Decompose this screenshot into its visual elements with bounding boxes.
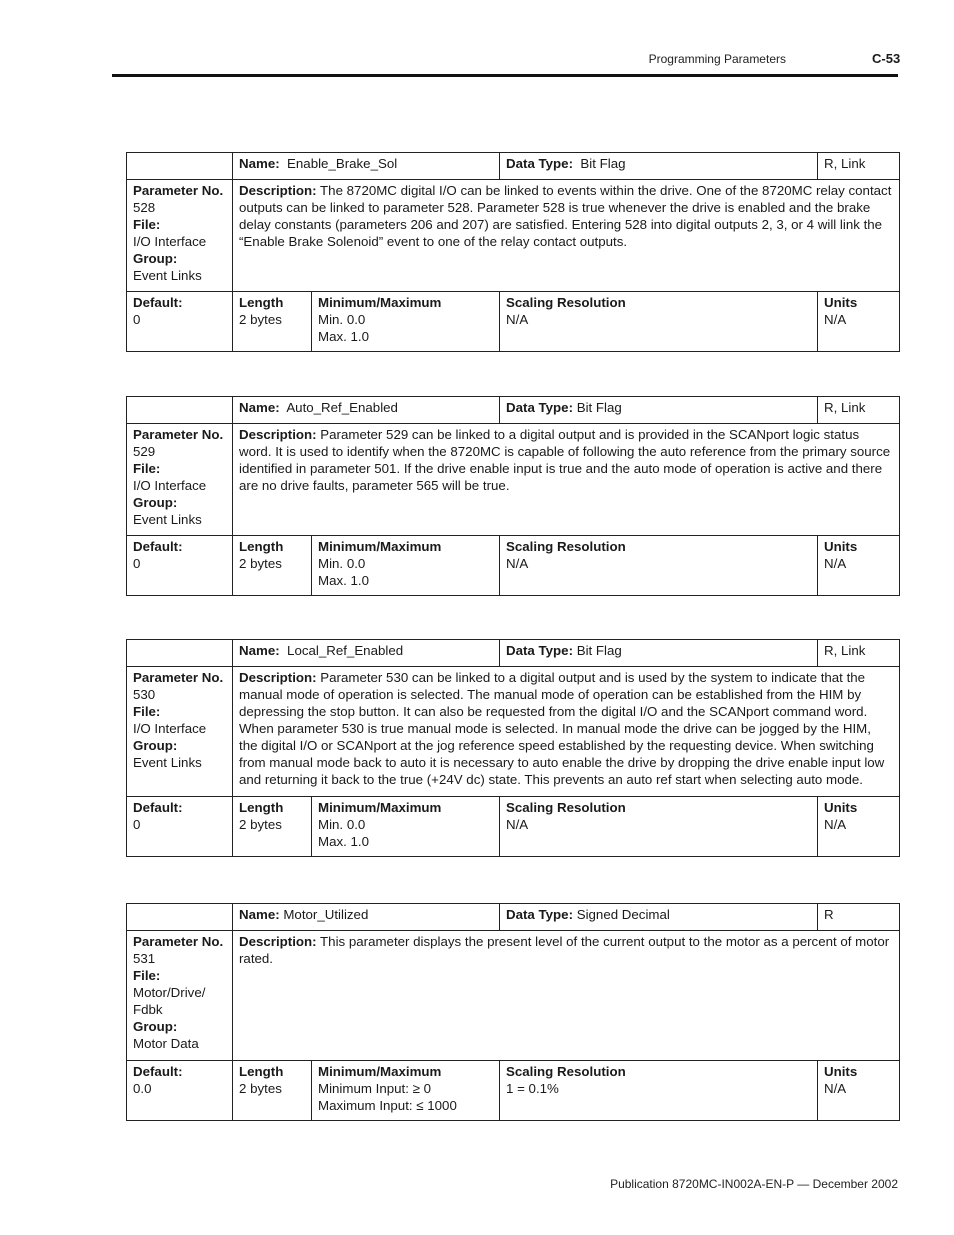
data-type-cell [500,153,818,180]
param-number: 528 [133,200,156,215]
length-label: Length [239,800,284,815]
length-cell [233,292,312,352]
file-value: I/O Interface [133,721,207,736]
group-value: Motor Data [133,1036,199,1051]
scaling-cell [500,1061,818,1121]
param-name-cell [233,904,500,931]
data-type-cell [500,904,818,931]
min-value: Min. 0.0 [318,556,366,571]
description-text: Parameter 530 can be linked to a digital output and is used by the system to indicate that the manual mode of operation is selected. The manual mode of operation can be established from the HIM by depressing the stop button. It can also be requested from the digital I/O and the SCANport command word. When parameter 530 is true manual mode is selected. In manual mode the drive can be jogged by the HIM, the digital I/O or SCANport at the jog reference speed established by the requesting device. When switching from manual mode back to auto it is necessary to auto enable the drive by dropping the drive enable input low and returning it back to the true (+24V dc) state. This prevents an auto ref start when selecting auto mode. [239,670,885,787]
min-value: Minimum Input: ≥ 0 [318,1081,431,1096]
description-cell [233,424,900,536]
group-label: Group: [133,1019,178,1034]
param-id-cell [127,180,233,292]
units-value: N/A [824,556,847,571]
length-cell [233,797,312,857]
data-type-label: Data Type: [506,907,573,922]
group-label: Group: [133,251,178,266]
units-cell [818,1061,900,1121]
parameter-table-529 [126,396,900,596]
min-max-label: Minimum/Maximum [318,1064,442,1079]
description-cell [233,180,900,292]
parameter-table-528 [126,152,900,352]
default-label: Default: [133,539,183,554]
param-description-row [127,667,900,797]
data-type-value: Bit Flag [576,400,622,415]
units-label: Units [824,1064,858,1079]
length-label: Length [239,539,284,554]
param-name: Motor_Utilized [283,907,369,922]
units-cell [818,292,900,352]
empty-cell [127,904,233,931]
access-cell [818,397,900,424]
access-value: R, Link [824,643,866,658]
units-value: N/A [824,1081,847,1096]
file-value: I/O Interface [133,234,207,249]
description-cell [233,667,900,797]
max-value: Max. 1.0 [318,329,369,344]
group-value: Event Links [133,268,202,283]
min-max-cell [312,536,500,596]
name-label: Name: [239,907,280,922]
name-label: Name: [239,400,280,415]
min-max-label: Minimum/Maximum [318,295,442,310]
length-value: 2 bytes [239,312,282,327]
min-max-label: Minimum/Maximum [318,539,442,554]
scaling-cell [500,797,818,857]
min-value: Min. 0.0 [318,312,366,327]
units-cell [818,797,900,857]
scaling-value: 1 = 0.1% [506,1081,559,1096]
access-value: R [824,907,834,922]
header-divider [112,74,898,77]
empty-cell [127,153,233,180]
length-value: 2 bytes [239,817,282,832]
file-label: File: [133,968,161,983]
param-id-cell [127,931,233,1061]
description-label: Description: [239,934,317,949]
data-type-value: Bit Flag [576,643,622,658]
scaling-cell [500,292,818,352]
param-no-label: Parameter No. [133,934,224,949]
param-header-row [127,153,900,180]
description-label: Description: [239,670,317,685]
section-title: Programming Parameters [648,52,786,66]
description-cell [233,931,900,1061]
param-description-row [127,180,900,292]
min-max-label: Minimum/Maximum [318,800,442,815]
param-values-row [127,292,900,352]
units-label: Units [824,295,858,310]
file-label: File: [133,704,161,719]
data-type-label: Data Type: [506,643,573,658]
description-text: This parameter displays the present level of the current output to the motor as a percent of motor rated. [239,934,890,966]
length-cell [233,1061,312,1121]
param-header-row [127,640,900,667]
group-label: Group: [133,495,178,510]
name-label: Name: [239,643,280,658]
default-cell [127,292,233,352]
scaling-value: N/A [506,817,529,832]
name-label: Name: [239,156,280,171]
access-value: R, Link [824,156,866,171]
units-label: Units [824,539,858,554]
param-header-row [127,397,900,424]
scaling-label: Scaling Resolution [506,295,626,310]
data-type-value: Bit Flag [580,156,626,171]
file-value: I/O Interface [133,478,207,493]
max-value: Max. 1.0 [318,573,369,588]
default-value: 0 [133,817,141,832]
data-type-label: Data Type: [506,156,574,171]
min-max-cell [312,1061,500,1121]
param-name: Local_Ref_Enabled [287,643,404,658]
default-value: 0.0 [133,1081,152,1096]
description-label: Description: [239,183,317,198]
param-name-cell [233,640,500,667]
param-values-row [127,1061,900,1121]
group-value: Event Links [133,512,202,527]
param-no-label: Parameter No. [133,427,224,442]
group-label: Group: [133,738,178,753]
description-label: Description: [239,427,317,442]
length-label: Length [239,295,284,310]
data-type-value: Signed Decimal [576,907,670,922]
param-number: 530 [133,687,156,702]
file-label: File: [133,461,161,476]
default-value: 0 [133,312,141,327]
param-description-row [127,931,900,1061]
default-label: Default: [133,800,183,815]
param-header-row [127,904,900,931]
publication-footer: Publication 8720MC-IN002A-EN-P — December 2002 [610,1177,898,1191]
default-label: Default: [133,295,183,310]
empty-cell [127,640,233,667]
access-cell [818,904,900,931]
param-name-cell [233,397,500,424]
length-cell [233,536,312,596]
page-number: C-53 [872,51,901,66]
default-cell [127,1061,233,1121]
data-type-cell [500,397,818,424]
length-label: Length [239,1064,284,1079]
scaling-cell [500,536,818,596]
access-cell [818,640,900,667]
param-number: 531 [133,951,156,966]
data-type-cell [500,640,818,667]
min-max-cell [312,292,500,352]
access-value: R, Link [824,400,866,415]
param-name-cell [233,153,500,180]
scaling-label: Scaling Resolution [506,800,626,815]
file-label: File: [133,217,161,232]
default-value: 0 [133,556,141,571]
param-name: Enable_Brake_Sol [287,156,398,171]
max-value: Max. 1.0 [318,834,369,849]
param-no-label: Parameter No. [133,670,224,685]
description-text: Parameter 529 can be linked to a digital output and is provided in the SCANport logic status word. It is used to identify when the 8720MC is capable of following the auto reference from the primary source identified in parameter 501. If the drive enable input is true and the auto mode of operation is active and there are no drive faults, parameter 565 will be true. [239,427,891,493]
parameter-table-531 [126,903,900,1121]
units-value: N/A [824,312,847,327]
min-value: Min. 0.0 [318,817,366,832]
param-description-row [127,424,900,536]
description-text: The 8720MC digital I/O can be linked to events within the drive. One of the 8720MC relay contact outputs can be linked to parameter 528. Parameter 528 is true whenever the drive is enabled and the brake delay constants (parameters 206 and 207) are satisfied. Entering 528 into digital outputs 2, 3, or 4 will link the “Enable Brake Solenoid” event to one of the relay contact outputs. [239,183,892,249]
group-value: Event Links [133,755,202,770]
file-value: Motor/Drive/ Fdbk [133,985,206,1017]
param-no-label: Parameter No. [133,183,224,198]
access-cell [818,153,900,180]
param-name: Auto_Ref_Enabled [286,400,398,415]
param-id-cell [127,667,233,797]
units-cell [818,536,900,596]
scaling-label: Scaling Resolution [506,1064,626,1079]
data-type-label: Data Type: [506,400,574,415]
scaling-value: N/A [506,312,529,327]
length-value: 2 bytes [239,1081,282,1096]
default-label: Default: [133,1064,183,1079]
units-label: Units [824,800,858,815]
scaling-label: Scaling Resolution [506,539,626,554]
param-values-row [127,797,900,857]
min-max-cell [312,797,500,857]
scaling-value: N/A [506,556,529,571]
empty-cell [127,397,233,424]
units-value: N/A [824,817,847,832]
param-values-row [127,536,900,596]
parameter-table-530 [126,639,900,857]
length-value: 2 bytes [239,556,282,571]
default-cell [127,797,233,857]
default-cell [127,536,233,596]
max-value: Maximum Input: ≤ 1000 [318,1098,457,1113]
param-number: 529 [133,444,156,459]
param-id-cell [127,424,233,536]
